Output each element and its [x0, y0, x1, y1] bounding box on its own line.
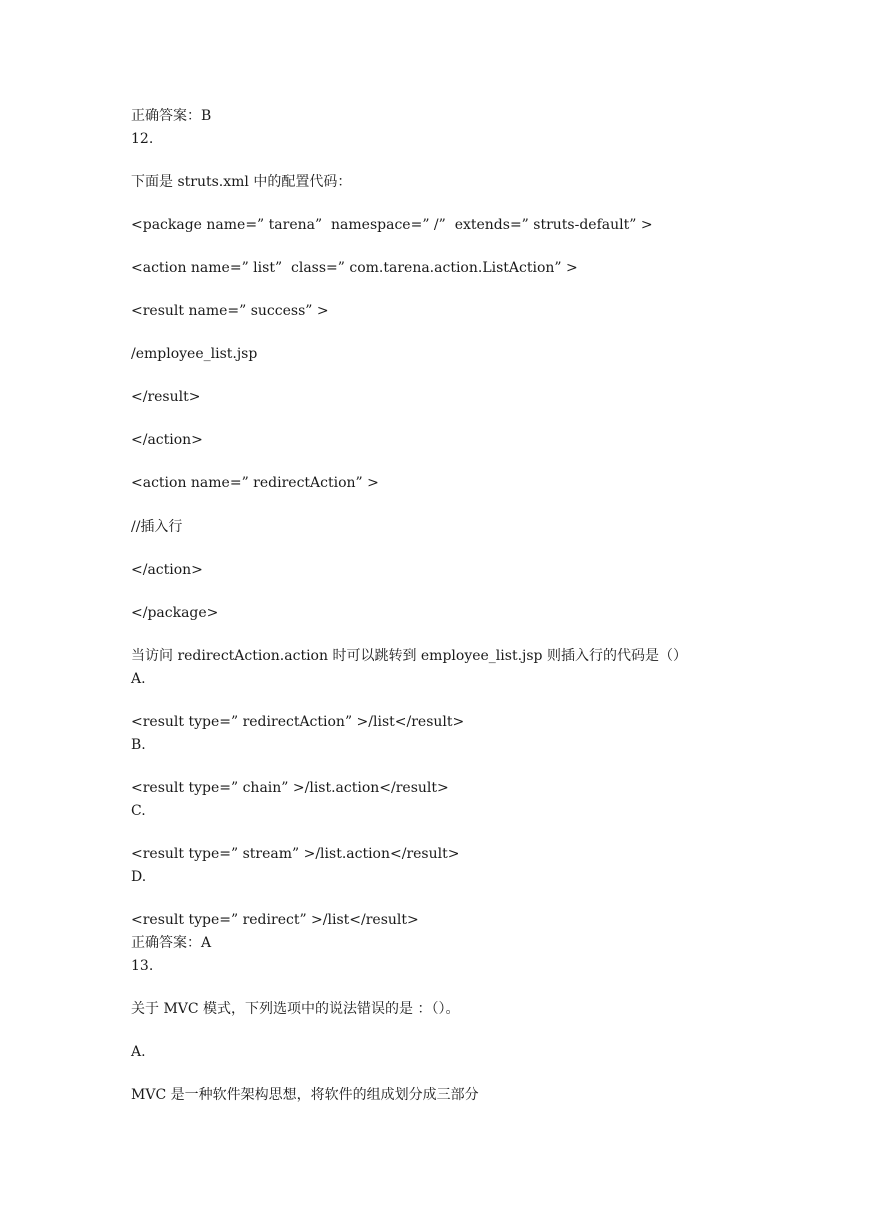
code-line: <action name=” list” class=” com.tarena.action.ListAction” >: [131, 260, 578, 276]
q12-number: 12.: [131, 131, 154, 147]
code-line: //插入行: [131, 519, 183, 535]
q13-question: 关于 MVC 模式，下列选项中的说法错误的是 ：（）。: [131, 1001, 460, 1017]
q12-question: 当访问 redirectAction.action 时可以跳转到 employee_list.jsp 则插入行的代码是（）: [131, 648, 687, 664]
option-c-text: <result type=” stream” >/list.action</result>: [131, 846, 460, 862]
code-line: </action>: [131, 562, 203, 578]
code-line: </package>: [131, 605, 219, 621]
code-line: <action name=” redirectAction” >: [131, 475, 379, 491]
q11-answer: 正确答案：B: [131, 108, 212, 124]
q13-option-a-text: MVC 是一种软件架构思想，将软件的组成划分成三部分: [131, 1087, 479, 1103]
option-b-text: <result type=” chain” >/list.action</result>: [131, 780, 449, 796]
q13-option-a-label: A.: [131, 1044, 146, 1060]
option-b-label: B.: [131, 737, 146, 753]
code-line: </action>: [131, 432, 203, 448]
q12-intro: 下面是 struts.xml 中的配置代码：: [131, 174, 352, 190]
code-line: </result>: [131, 389, 201, 405]
option-a-text: <result type=” redirectAction” >/list</result>: [131, 714, 465, 730]
q13-number: 13.: [131, 958, 154, 974]
option-c-label: C.: [131, 803, 146, 819]
option-d-label: D.: [131, 869, 147, 885]
code-line: <package name=” tarena” namespace=” /” extends=” struts-default” >: [131, 217, 653, 233]
code-line: /employee_list.jsp: [131, 346, 258, 362]
option-d-text: <result type=” redirect” >/list</result>: [131, 912, 419, 928]
q12-answer: 正确答案：A: [131, 935, 212, 951]
code-line: <result name=” success” >: [131, 303, 329, 319]
option-a-label: A.: [131, 671, 146, 687]
